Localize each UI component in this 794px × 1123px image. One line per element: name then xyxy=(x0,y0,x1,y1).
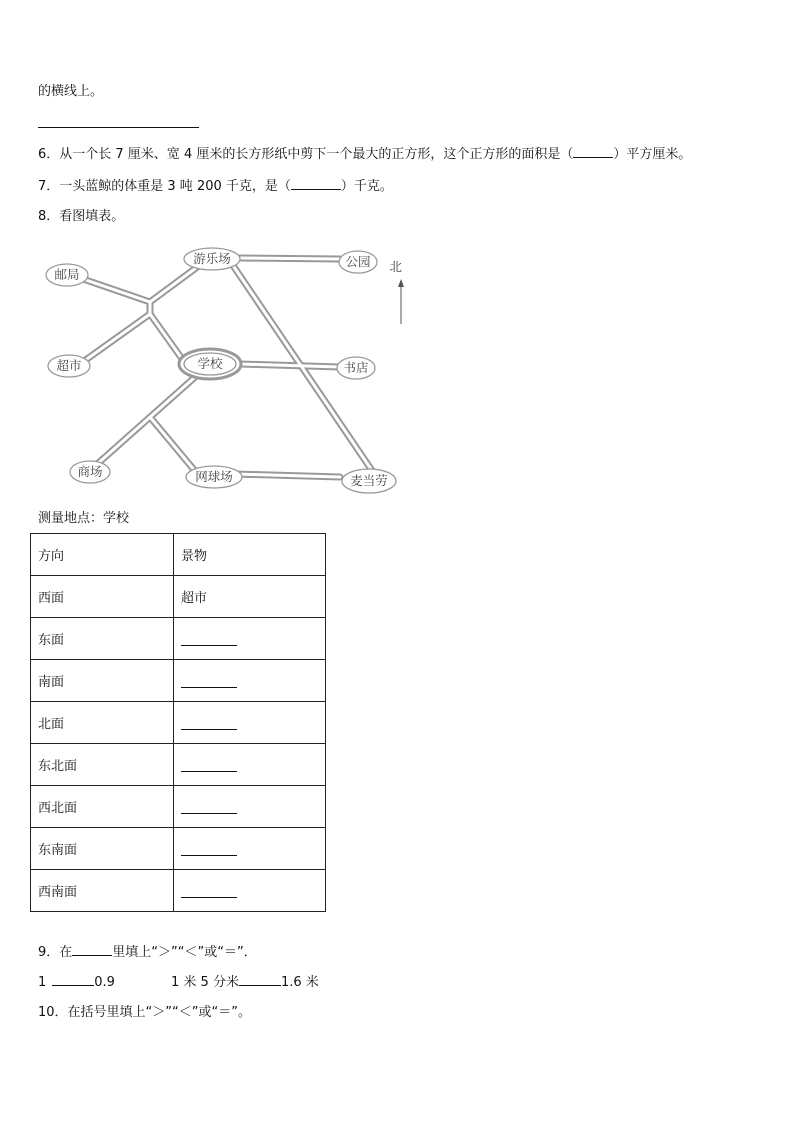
measure-location: 测量地点：学校 xyxy=(38,511,130,526)
direction-cell: 南面 xyxy=(31,660,174,702)
question-8: 8．看图填表。 xyxy=(38,209,125,224)
direction-cell: 东面 xyxy=(31,618,174,660)
direction-cell: 东北面 xyxy=(31,744,174,786)
question-6 xyxy=(38,145,691,164)
place-label: 超市 xyxy=(56,358,82,373)
place-label: 游乐场 xyxy=(193,251,231,266)
question-text: 6．从一个长 7 厘米、宽 4 厘米的长方形纸中剪下一个最大的正方形，这个正方形的面积是（ xyxy=(38,147,574,162)
answer-blank[interactable] xyxy=(181,800,237,814)
route-map xyxy=(40,240,400,498)
answer-blank[interactable] xyxy=(52,973,94,986)
text-line: 的横线上。 xyxy=(38,84,104,99)
place-label: 网球场 xyxy=(195,469,233,484)
table-row xyxy=(31,744,326,786)
compare-value: 0.9 xyxy=(94,975,115,990)
table-row xyxy=(31,576,326,618)
table-header-cell: 景物 xyxy=(174,534,326,576)
answer-blank[interactable] xyxy=(72,943,112,956)
table-row xyxy=(31,618,326,660)
direction-cell: 西面 xyxy=(31,576,174,618)
scene-cell xyxy=(174,618,326,660)
table-row xyxy=(31,702,326,744)
direction-cell: 西北面 xyxy=(31,786,174,828)
scene-cell xyxy=(174,744,326,786)
table-row xyxy=(31,660,326,702)
answer-blank[interactable] xyxy=(181,632,237,646)
question-text: 7．一头蓝鲸的体重是 3 吨 200 千克，是（ xyxy=(38,179,291,194)
answer-blank[interactable] xyxy=(573,145,613,158)
answer-blank[interactable] xyxy=(181,884,237,898)
answer-blank[interactable] xyxy=(181,716,237,730)
table-header-cell: 方向 xyxy=(31,534,174,576)
question-9-left xyxy=(38,973,115,992)
answer-blank[interactable] xyxy=(239,973,281,986)
table-row xyxy=(31,870,326,912)
table-header-row xyxy=(31,534,326,576)
compare-value: 1 xyxy=(38,975,47,990)
place-label: 麦当劳 xyxy=(350,473,388,488)
place-label: 邮局 xyxy=(54,267,80,282)
scene-cell xyxy=(174,660,326,702)
scene-cell: 超市 xyxy=(174,576,326,618)
place-label: 学校 xyxy=(197,356,223,371)
north-label: 北 xyxy=(389,259,402,274)
scene-cell xyxy=(174,870,326,912)
question-text: 里填上“＞”“＜”或“＝”． xyxy=(112,945,257,960)
table-row xyxy=(31,828,326,870)
place-label: 书店 xyxy=(343,360,369,375)
direction-table xyxy=(30,533,326,912)
question-7 xyxy=(38,177,393,196)
question-9-right xyxy=(171,973,319,992)
answer-blank[interactable] xyxy=(181,674,237,688)
answer-blank[interactable] xyxy=(291,177,341,190)
question-text: ）平方厘米。 xyxy=(613,147,692,162)
divider xyxy=(38,127,199,128)
question-text: ）千克。 xyxy=(340,179,393,194)
question-9 xyxy=(38,943,257,962)
direction-cell: 西南面 xyxy=(31,870,174,912)
scene-cell xyxy=(174,702,326,744)
table-row xyxy=(31,786,326,828)
direction-cell: 北面 xyxy=(31,702,174,744)
scene-cell xyxy=(174,786,326,828)
answer-blank[interactable] xyxy=(181,758,237,772)
compare-value: 1 米 5 分米 xyxy=(171,975,239,990)
place-label: 商场 xyxy=(77,464,103,479)
question-text: 9．在 xyxy=(38,945,73,960)
compare-value: 1.6 米 xyxy=(280,975,319,990)
scene-cell xyxy=(174,828,326,870)
place-label: 公园 xyxy=(345,254,371,269)
question-10: 10．在括号里填上“＞”“＜”或“＝”。 xyxy=(38,1005,251,1020)
direction-cell: 东南面 xyxy=(31,828,174,870)
answer-blank[interactable] xyxy=(181,842,237,856)
north-arrow-icon xyxy=(398,279,404,324)
